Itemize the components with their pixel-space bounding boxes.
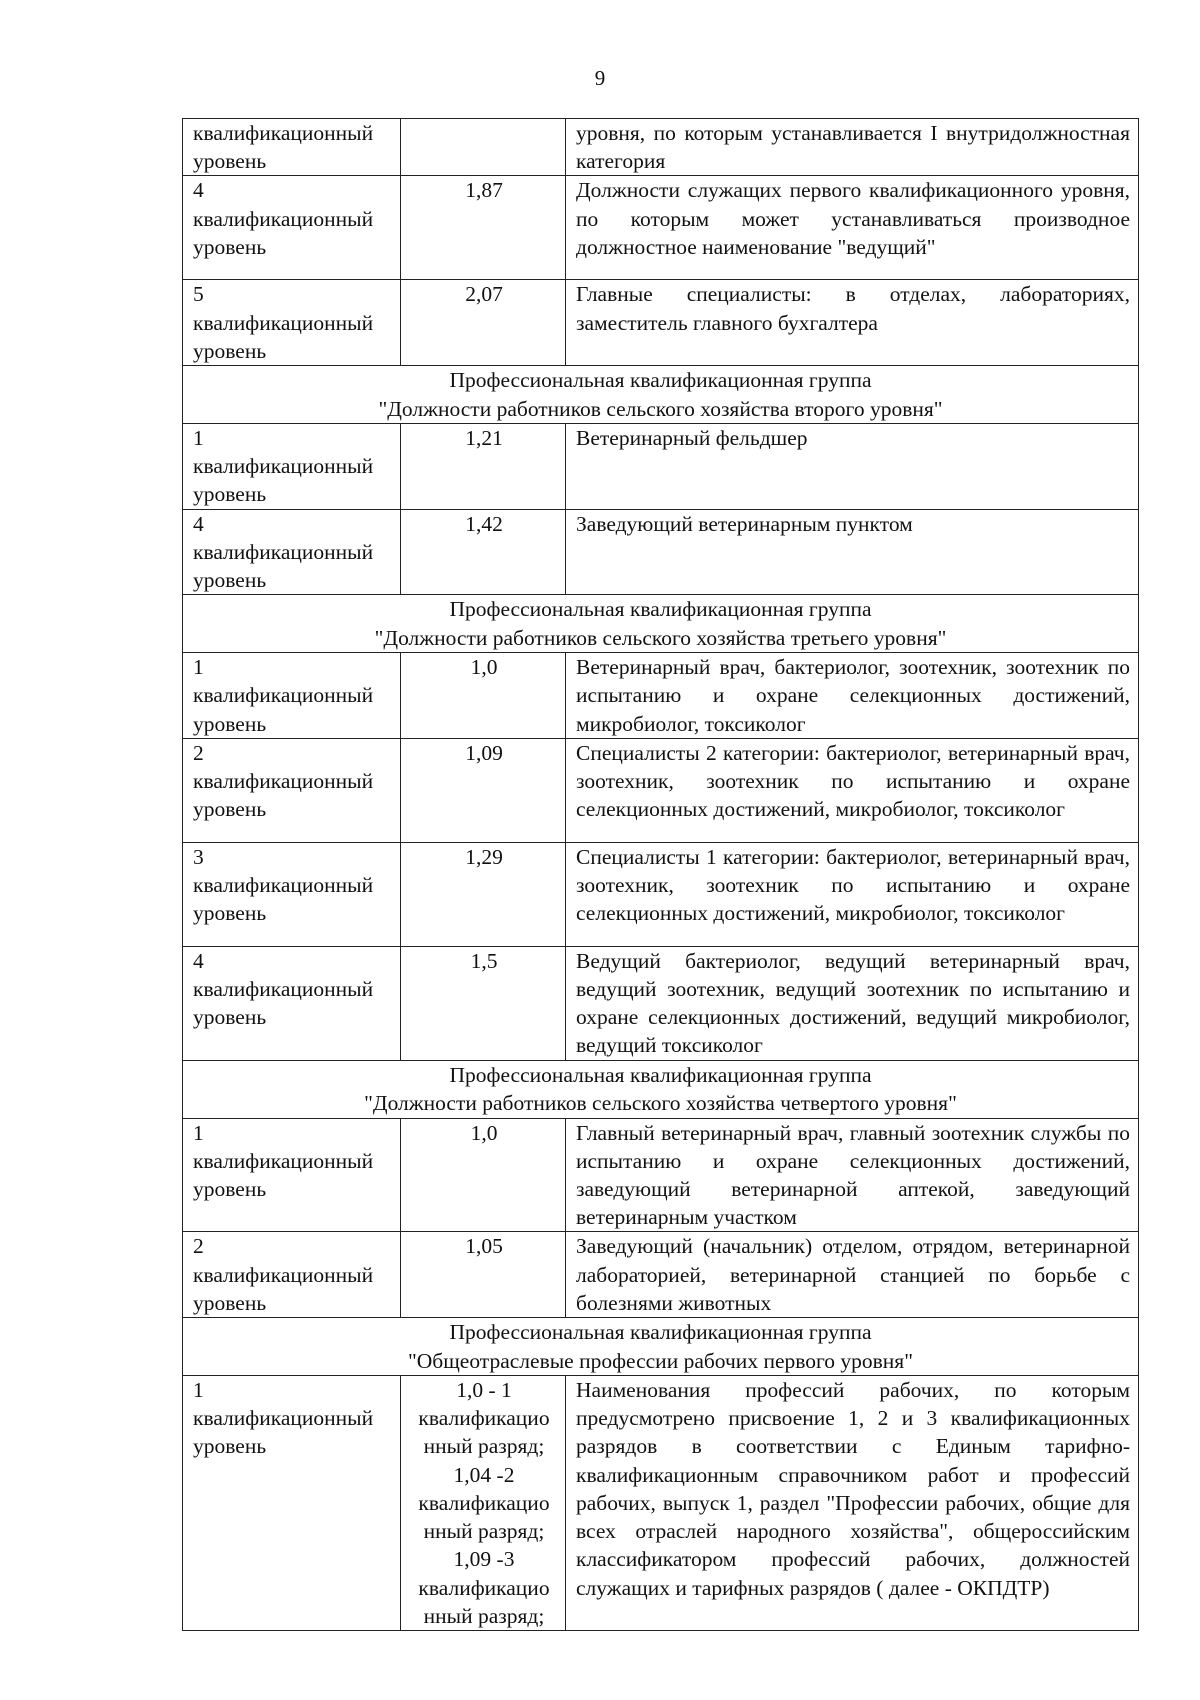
coefficient-cell: 1,87 bbox=[401, 176, 566, 280]
level-cell: квалификационный уровень bbox=[183, 119, 401, 176]
table-row bbox=[183, 653, 1139, 739]
group-header bbox=[183, 366, 1139, 424]
table-row bbox=[183, 1232, 1139, 1318]
qualification-table bbox=[182, 118, 1139, 1631]
level-cell: 4 квалификационный уровень bbox=[183, 509, 401, 595]
coefficient-cell: 1,29 bbox=[401, 842, 566, 946]
table-row bbox=[183, 1118, 1139, 1232]
group-header-row bbox=[183, 1060, 1139, 1118]
coefficient-cell: 1,0 - 1 квалификацио нный разряд; 1,04 -2 квалификацио нный разряд; 1,09 -3 квалификацио нный разряд; bbox=[401, 1376, 566, 1631]
group-header-row bbox=[183, 595, 1139, 653]
level-cell: 2 квалификационный уровень bbox=[183, 738, 401, 842]
table-row bbox=[183, 842, 1139, 946]
group-name: "Должности работников сельского хозяйства третьего уровня" bbox=[374, 625, 947, 650]
group-header-row bbox=[183, 366, 1139, 424]
table-row bbox=[183, 738, 1139, 842]
table-row bbox=[183, 280, 1139, 366]
group-name: "Общеотраслевые профессии рабочих первого уровня" bbox=[408, 1348, 913, 1373]
level-cell: 1 квалификационный уровень bbox=[183, 1118, 401, 1232]
level-cell: 4 квалификационный уровень bbox=[183, 946, 401, 1060]
group-title: Профессиональная квалификационная группа bbox=[449, 597, 872, 622]
coefficient-cell: 1,0 bbox=[401, 653, 566, 739]
positions-cell: Специалисты 2 категории: бактериолог, ветеринарный врач, зоотехник, зоотехник по испытанию и охране селекционных достижений, микробиолог, токсиколог bbox=[566, 738, 1139, 842]
coefficient-cell bbox=[401, 119, 566, 176]
coefficient-cell: 1,21 bbox=[401, 424, 566, 510]
positions-cell: Специалисты 1 категории: бактериолог, ветеринарный врач, зоотехник, зоотехник по испытанию и охране селекционных достижений, микробиолог, токсиколог bbox=[566, 842, 1139, 946]
level-cell: 5 квалификационный уровень bbox=[183, 280, 401, 366]
table-row bbox=[183, 119, 1139, 176]
level-cell: 3 квалификационный уровень bbox=[183, 842, 401, 946]
level-cell: 4 квалификационный уровень bbox=[183, 176, 401, 280]
coefficient-cell: 1,09 bbox=[401, 738, 566, 842]
group-header bbox=[183, 595, 1139, 653]
positions-cell: Ветеринарный врач, бактериолог, зоотехник, зоотехник по испытанию и охране селекционных достижений, микробиолог, токсиколог bbox=[566, 653, 1139, 739]
positions-cell: уровня, по которым устанавливается I внутридолжностная категория bbox=[566, 119, 1139, 176]
level-cell: 1 квалификационный уровень bbox=[183, 653, 401, 739]
coefficient-cell: 1,42 bbox=[401, 509, 566, 595]
group-header bbox=[183, 1060, 1139, 1118]
coefficient-cell: 2,07 bbox=[401, 280, 566, 366]
group-name: "Должности работников сельского хозяйства второго уровня" bbox=[378, 396, 943, 421]
positions-cell: Ветеринарный фельдшер bbox=[566, 424, 1139, 510]
group-name: "Должности работников сельского хозяйства четвертого уровня" bbox=[364, 1091, 957, 1116]
group-title: Профессиональная квалификационная группа bbox=[449, 368, 872, 393]
coefficient-cell: 1,0 bbox=[401, 1118, 566, 1232]
positions-cell: Наименования профессий рабочих, по которым предусмотрено присвоение 1, 2 и 3 квалификационных разрядов в соответствии с Единым тарифно-квалификационным справочником работ и профессий рабочих, выпуск 1, раздел "Профессии рабочих, общие для всех отраслей народного хозяйства", общероссийским классификатором профессий рабочих, должностей служащих и тарифных разрядов ( далее - ОКПДТР) bbox=[566, 1376, 1139, 1631]
positions-cell: Ведущий бактериолог, ведущий ветеринарный врач, ведущий зоотехник, ведущий зоотехник по испытанию и охране селекционных достижений, ведущий микробиолог, ведущий токсиколог bbox=[566, 946, 1139, 1060]
group-title: Профессиональная квалификационная группа bbox=[449, 1062, 872, 1087]
positions-cell: Главные специалисты: в отделах, лабораториях, заместитель главного бухгалтера bbox=[566, 280, 1139, 366]
table-row bbox=[183, 176, 1139, 280]
table-row bbox=[183, 1376, 1139, 1631]
group-title: Профессиональная квалификационная группа bbox=[449, 1320, 872, 1345]
table-row bbox=[183, 509, 1139, 595]
group-header bbox=[183, 1318, 1139, 1376]
table-row bbox=[183, 424, 1139, 510]
level-cell: 2 квалификационный уровень bbox=[183, 1232, 401, 1318]
table-row bbox=[183, 946, 1139, 1060]
positions-cell: Должности служащих первого квалификационного уровня, по которым может устанавливаться производное должностное наименование "ведущий" bbox=[566, 176, 1139, 280]
group-header-row bbox=[183, 1318, 1139, 1376]
coefficient-cell: 1,05 bbox=[401, 1232, 566, 1318]
coefficient-cell: 1,5 bbox=[401, 946, 566, 1060]
level-cell: 1 квалификационный уровень bbox=[183, 1376, 401, 1631]
positions-cell: Заведующий ветеринарным пунктом bbox=[566, 509, 1139, 595]
level-cell: 1 квалификационный уровень bbox=[183, 424, 401, 510]
page-number: 9 bbox=[594, 66, 606, 90]
positions-cell: Заведующий (начальник) отделом, отрядом, ветеринарной лабораторией, ветеринарной станцией по борьбе с болезнями животных bbox=[566, 1232, 1139, 1318]
positions-cell: Главный ветеринарный врач, главный зоотехник службы по испытанию и охране селекционных достижений, заведующий ветеринарной аптекой, заведующий ветеринарным участком bbox=[566, 1118, 1139, 1232]
